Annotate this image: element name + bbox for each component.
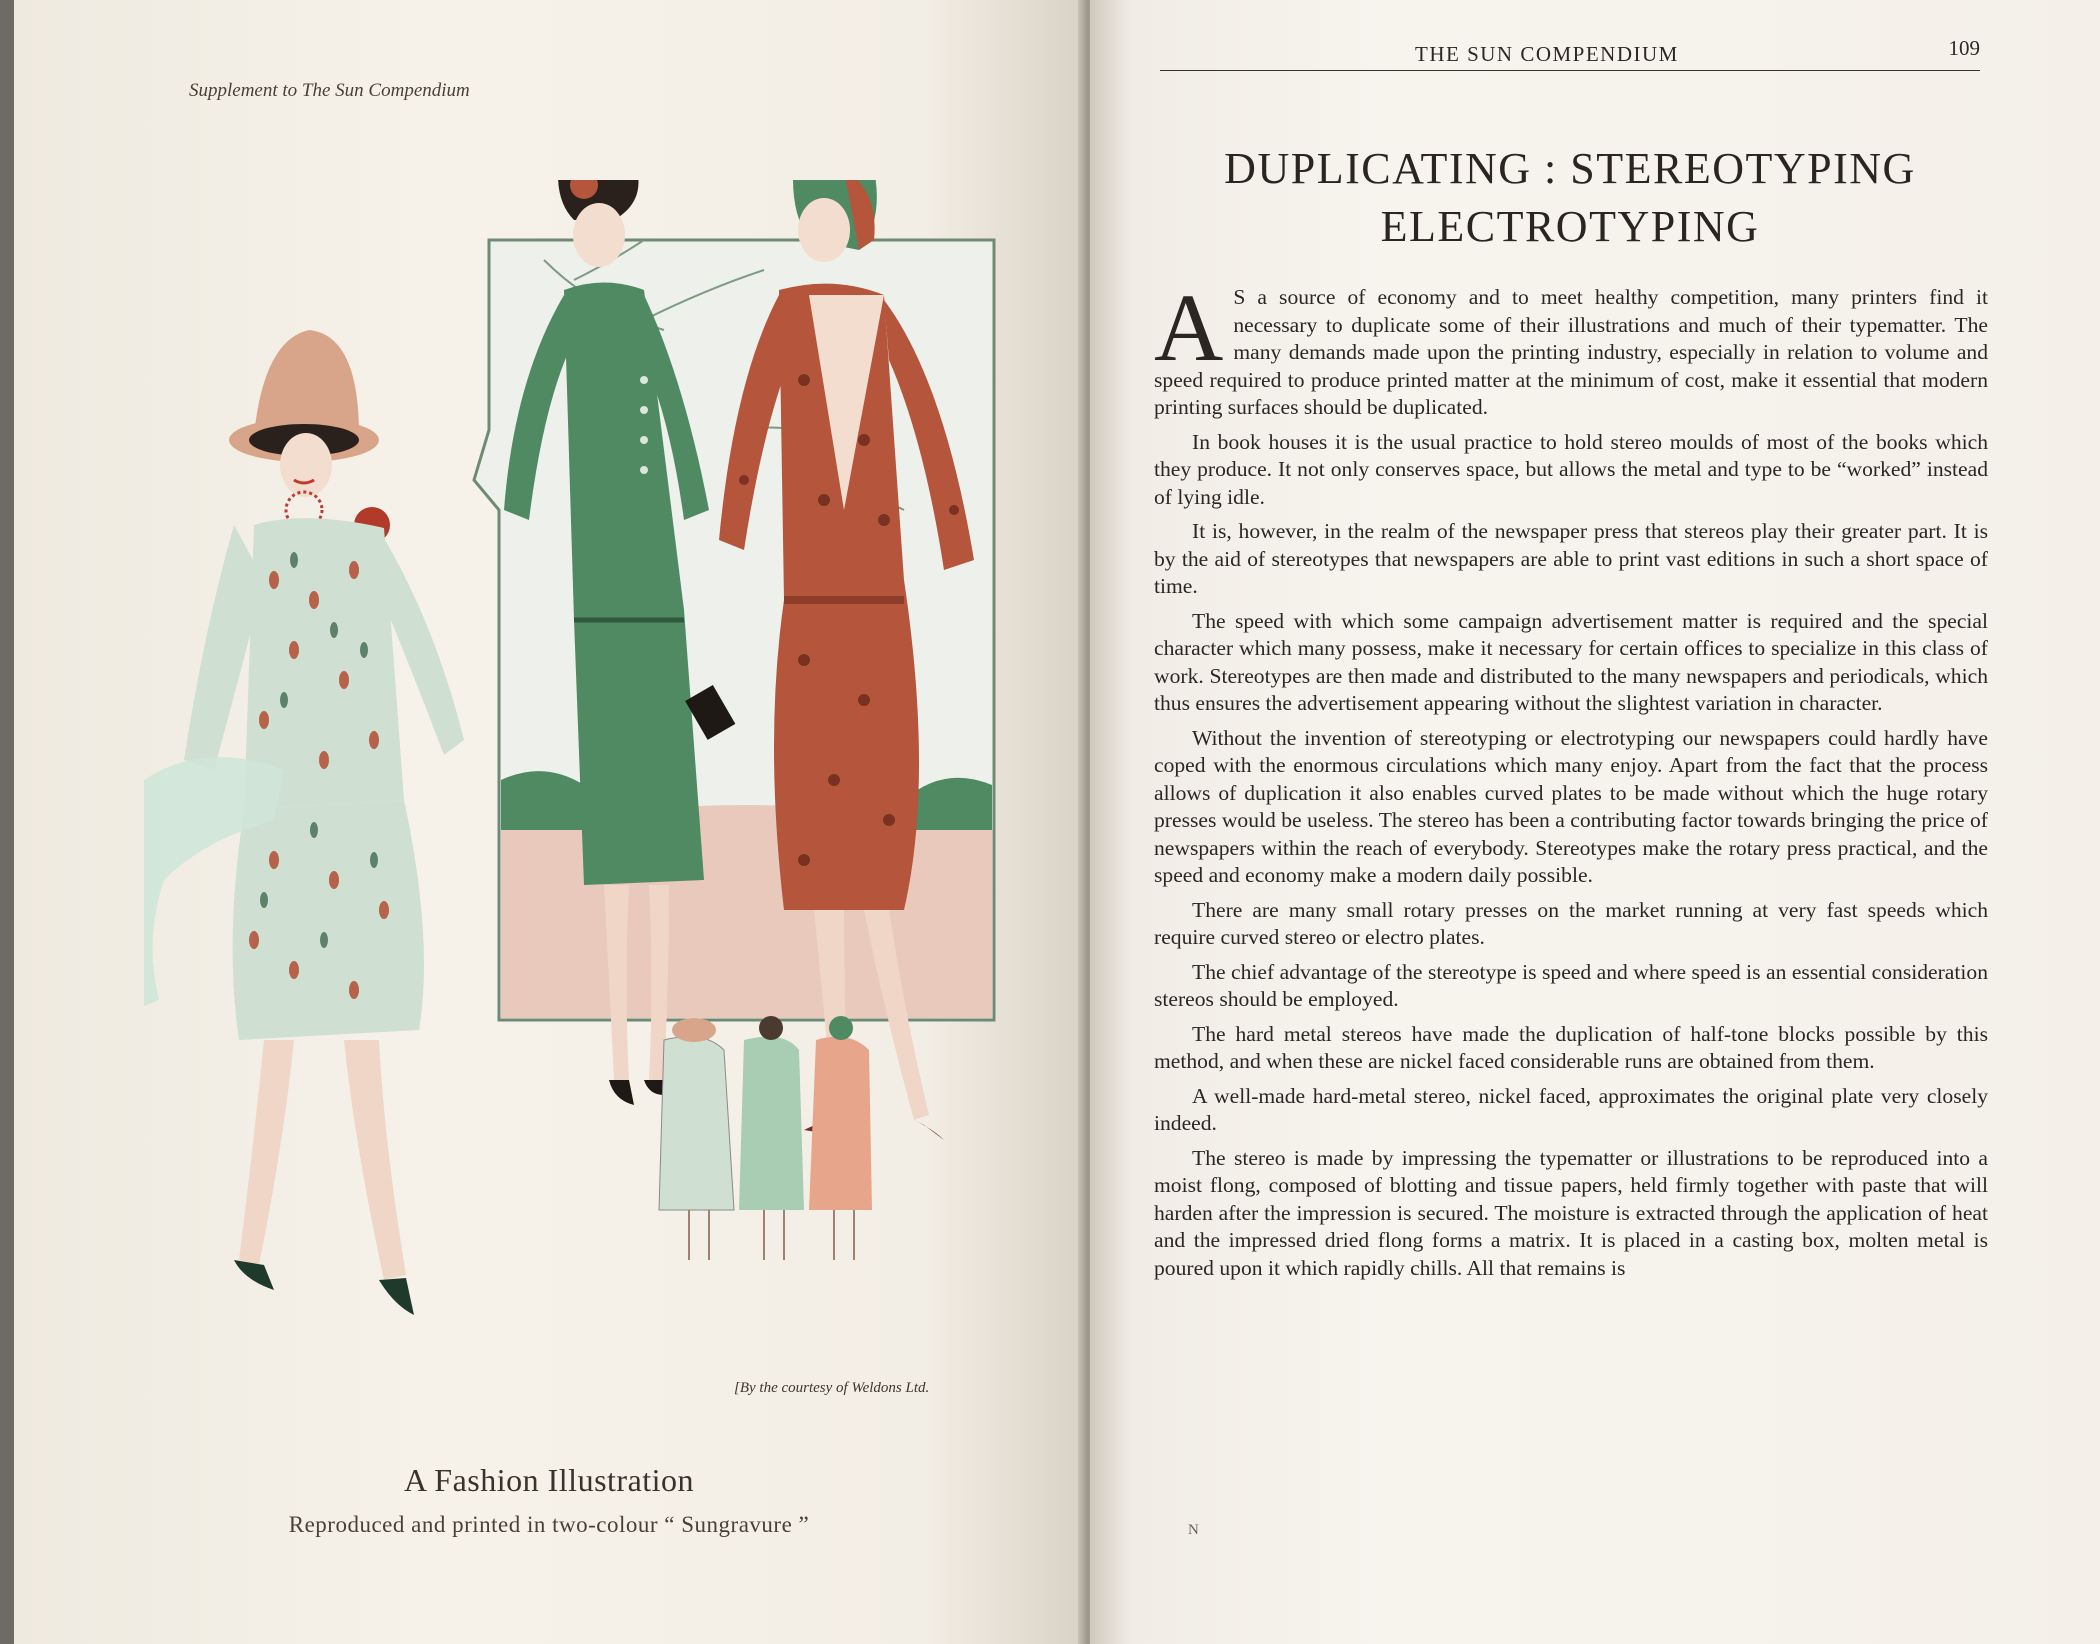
signature-mark: N	[1188, 1522, 1199, 1538]
paragraph: The hard metal stereos have made the duplication of half-tone blocks possible by this method, and when these are nickel faced considerable runs are obtained from them.	[1154, 1021, 1988, 1073]
page-number: 109	[1948, 36, 1980, 60]
paragraph: It is, however, in the realm of the newspaper press that stereos play their greater part. It is by the aid of stereotypes that newspapers are able to print vast editions in such a short space of time.	[1154, 519, 1988, 598]
article-title-line-1: DUPLICATING : STEREOTYPING	[1224, 144, 1916, 193]
fashion-illustration	[144, 180, 1024, 1380]
figure-left-patterned-dress	[144, 330, 464, 1315]
supplement-note: Supplement to The Sun Compendium	[189, 80, 470, 101]
back-view-thumbnails	[659, 1016, 872, 1260]
paragraph: The speed with which some campaign advertisement matter is required and the special character which many possess, make it necessary for certain offices to specialize in this class of work. Stereotypes are then made and distributed to the many newspapers and periodicals, which thus ensures the advertisement appearing without the slightest variation in character.	[1154, 608, 1988, 715]
paragraph: In book houses it is the usual practice to hold stereo moulds of most of the books which they produce. It not only conserves space, but allows the metal and type to be “worked” instead of lying idle.	[1154, 429, 1988, 509]
paragraph: The stereo is made by impressing the typematter or illustrations to be reproduced into a moist flong, composed of blotting and tissue papers, held firmly together with paste that will harden after the impression is secured. The moisture is extracted through the application of heat and the impressed dried flong forms a matrix. It is placed in a casting box, molten metal is poured upon it which rapidly chills. All that remains is	[1154, 1145, 1988, 1280]
article-title-line-2: ELECTROTYPING	[1380, 202, 1760, 251]
paragraph: A well-made hard-metal stereo, nickel faced, approximates the original plate very closely indeed.	[1154, 1083, 1988, 1135]
paragraph: Without the invention of stereotyping or electrotyping our newspapers could hardly have coped with the enormous circulations which many enjoy. Apart from the fact that the process allows of duplication it also enables curved plates to be made without which the huge rotary presses would be useless. The stereo has been a contributing factor towards bringing the price of newspapers within the reach of everybody. Stereotypes make the rotary press practical, and the speed and economy make a modern daily possible.	[1154, 725, 1988, 887]
left-page	[14, 0, 1084, 1644]
plate-title: A Fashion Illustration	[403, 1462, 695, 1498]
drop-cap: A	[1154, 274, 1224, 381]
plate-subtitle: Reproduced and printed in two-colour “ Sungravure ”	[288, 1512, 810, 1537]
illustration-credit: [By the courtesy of Weldons Ltd.	[734, 1380, 930, 1396]
running-head	[1160, 36, 1980, 71]
article-title	[1160, 140, 1980, 256]
paragraph: There are many small rotary presses on the market running at very fast speeds which require curved stereo or electro plates.	[1154, 897, 1988, 949]
running-title: THE SUN COMPENDIUM	[1415, 42, 1679, 66]
article-body	[1154, 274, 1988, 1289]
paragraph: A S a source of economy and to meet healthy competition, many printers find it necessary to duplicate some of their illustrations and much of their typematter. The many demands made upon the printing industry, especially in relation to volume and speed required to produce printed matter at the minimum of cost, make it essential that modern printing surfaces should be duplicated.	[1154, 274, 1988, 419]
paragraph: The chief advantage of the stereotype is speed and where speed is an essential consideration stereos should be employed.	[1154, 959, 1988, 1011]
